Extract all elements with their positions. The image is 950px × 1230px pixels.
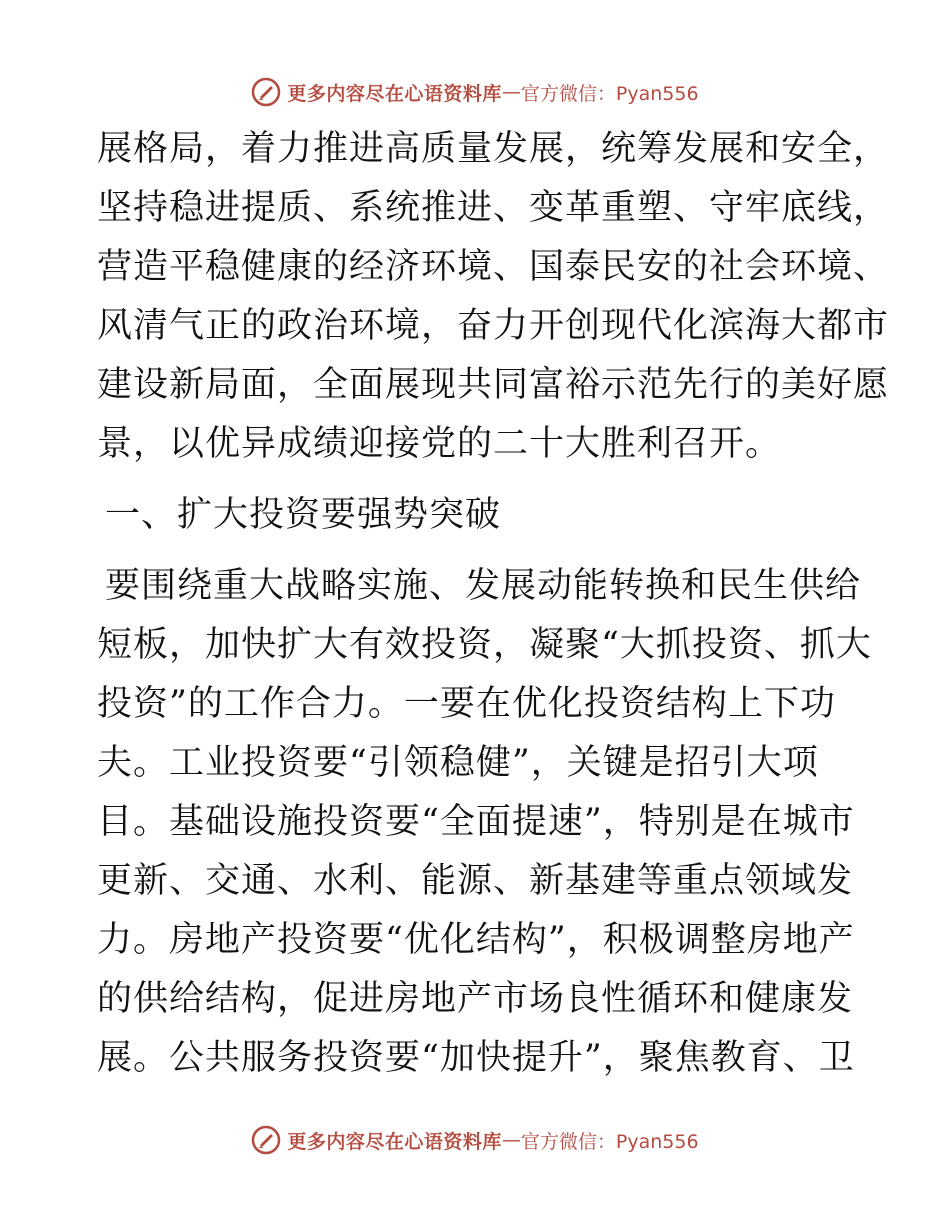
text-line: 展格局，着力推进高质量发展，统筹发展和安全， xyxy=(97,129,890,169)
text-line: 目。基础设施投资要“全面提速”，特别是在城市 xyxy=(97,802,855,842)
watermark-main-text: 更多内容尽在心语资料库 xyxy=(287,1130,502,1153)
text-line: 要围绕重大战略实施、发展动能转换和民生供给 xyxy=(105,566,862,606)
watermark-wechat-text: 官方微信：Pyan556 xyxy=(520,1130,699,1153)
watermark-logo-icon xyxy=(251,77,281,107)
text-line: 的供给结构，促进房地产市场良性循环和健康发 xyxy=(97,979,854,1019)
text-line: 展。公共服务投资要“加快提升”，聚焦教育、卫 xyxy=(97,1038,855,1078)
text-line: 坚持稳进提质、系统推进、变革重塑、守牢底线， xyxy=(97,188,890,228)
text-line: 投资”的工作合力。一要在优化投资结构上下功 xyxy=(97,684,836,724)
text-line: 建设新局面，全面展现共同富裕示范先行的美好愿 xyxy=(97,365,890,405)
text-line: 夫。工业投资要“引领稳健”，关键是招引大项 xyxy=(97,743,819,783)
text-line: 短板，加快扩大有效投资，凝聚“大抓投资、抓大 xyxy=(97,625,872,665)
text-line: 风清气正的政治环境，奋力开创现代化滨海大都市 xyxy=(97,306,890,346)
section-heading: 一、扩大投资要强势突破 xyxy=(105,495,502,535)
document-body xyxy=(97,120,890,1088)
watermark-logo-icon xyxy=(251,1125,281,1155)
text-line: 更新、交通、水利、能源、新基建等重点领域发 xyxy=(97,861,854,901)
watermark-main-text: 更多内容尽在心语资料库 xyxy=(287,82,502,105)
text-line: 力。房地产投资要“优化结构”，积极调整房地产 xyxy=(97,920,855,960)
watermark-dash: — xyxy=(501,81,521,103)
paragraph-1 xyxy=(97,120,890,474)
watermark-wechat-text: 官方微信：Pyan556 xyxy=(520,82,699,105)
header-watermark xyxy=(0,72,950,112)
paragraph-2 xyxy=(97,557,872,1088)
watermark-dash: — xyxy=(501,1129,521,1151)
text-line: 景，以优异成绩迎接党的二十大胜利召开。 xyxy=(97,424,782,464)
footer-watermark xyxy=(0,1120,950,1160)
text-line: 营造平稳健康的经济环境、国泰民安的社会环境、 xyxy=(97,247,890,287)
